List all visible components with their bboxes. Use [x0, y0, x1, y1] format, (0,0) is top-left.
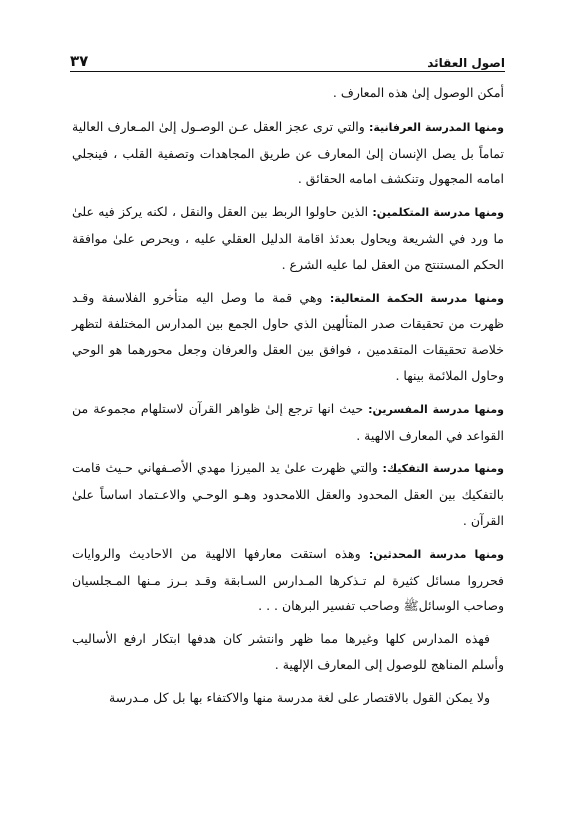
page-number: ٣٧ — [70, 52, 89, 70]
paragraph — [72, 626, 504, 678]
paragraph — [72, 80, 504, 107]
paragraph-text: والتي ظهرت علىٰ يد الميرزا مهدي الأصـفهاني حـيث قامت بالتفكيك بين العقل المحدود والعقل اللامحدود وهـو الوحـي والاعـتماد اساساً علىٰ القرآن . — [72, 460, 504, 528]
paragraph-text: وهذه استقت معارفها الالهية من الاحاديث والروايات فحرروا مسائل كثيرة لم تـذكرها المـدارس السـابقة وقـد بـرز مـنها المـجلسيان وصاحب الوسائلﷺ وصاحب تفسير البرهان . . . — [72, 545, 504, 614]
paragraph-text: فهذه المدارس كلها وغيرها مما ظهر وانتشر كان هدفها ابتكار ارفع الأساليب وأسلم المناهج للوصول إلى المعارف الإلهية . — [72, 631, 504, 672]
paragraph-text: والتي ترى عجز العقل عـن الوصـول إلىٰ المـعارف العالية تماماً بل يصل الإنسان إلىٰ المعارف عن طريق المجاهدات وتصفية القلب ، فينجلي امامه المجهول وتنكشف امامه الحقائق . — [72, 118, 504, 187]
paragraph-text: أمكن الوصول إلىٰ هذه المعارف . — [332, 85, 504, 100]
paragraph-text: الذين حاولوا الربط بين العقل والنقل ، لكنه يركز فيه علىٰ ما ورد في الشريعة ويحاول بعدئذ اقامة الدليل العقلي عليه ، ويحرص علىٰ موافقة الحكم المستنتج من العقل لما عليه الشرع . — [72, 204, 504, 272]
paragraph-lead: ومنها مدرسة الحكمة المتعالية: — [329, 291, 504, 305]
running-title: اصول العقائد — [427, 56, 505, 70]
paragraph — [72, 199, 504, 277]
paragraph — [72, 541, 504, 619]
paragraph-lead: ومنها المدرسة العرفانية: — [368, 120, 504, 134]
header-rule — [70, 71, 505, 72]
page-header — [70, 46, 505, 70]
paragraph-lead: ومنها مدرسة المحدثين: — [368, 547, 504, 561]
paragraph — [72, 285, 504, 389]
paragraph — [72, 396, 504, 449]
body-text — [72, 80, 504, 718]
paragraph-lead: ومنها مدرسة المفسرين: — [368, 402, 504, 416]
paragraph-text: حيث انها ترجع إلىٰ ظواهر القرآن لاستلهام مجموعة من القواعد في المعارف الالهية . — [72, 400, 504, 443]
paragraph-text: ولا يمكن القول بالاقتصار على لغة مدرسة منها والاكتفاء بها بل كل مـدرسة — [109, 689, 490, 705]
paragraph — [72, 685, 504, 711]
paragraph — [72, 114, 504, 192]
paragraph-lead: ومنها مدرسة التفكيك: — [382, 462, 505, 476]
paragraph-text: وهي قمة ما وصل اليه متأخرو الفلاسفة وقـد ظهرت من تحقيقات صدر المتألهين الذي حاول الجمع بين المدارس المختلفة لتظهر خلاصة تحقيقات المتقدمين ، فوافق بين العقل والعرفان وجعل محورهما هو الوحي وحاول الملائمة بينها . — [72, 289, 504, 383]
paragraph-lead: ومنها مدرسة المتكلمين: — [372, 206, 504, 220]
paragraph — [72, 455, 504, 533]
